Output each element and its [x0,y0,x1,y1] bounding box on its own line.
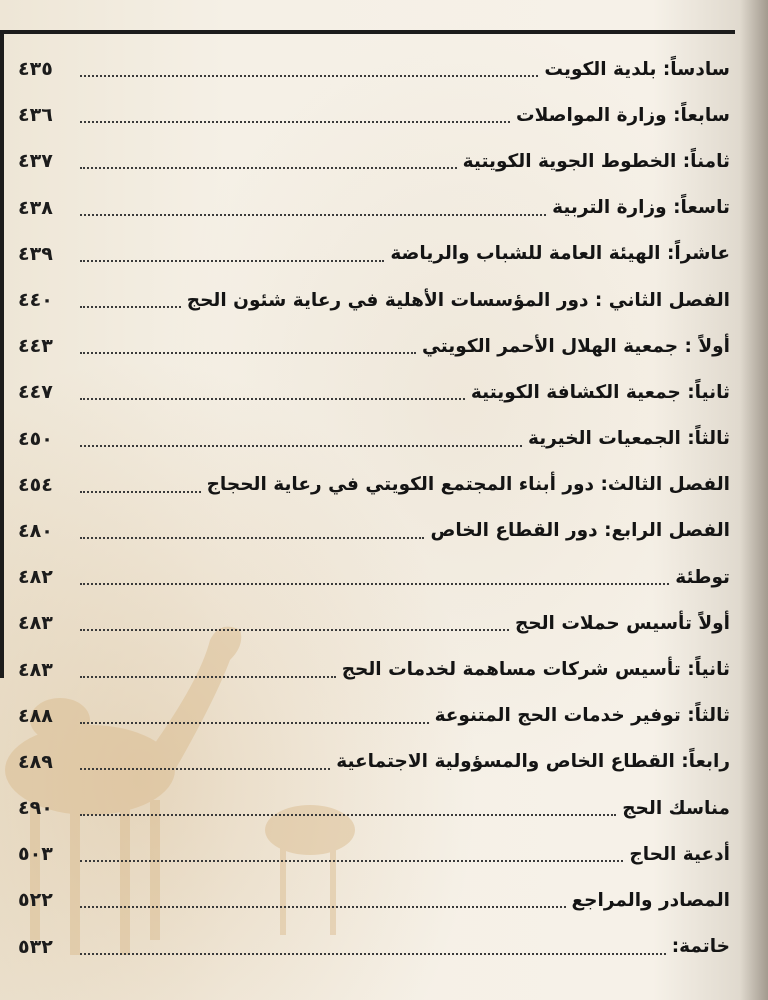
toc-entry [18,138,730,184]
toc-page-number: ٤٣٨ [18,196,53,219]
toc-page-number: ٤٤٣ [18,335,53,358]
toc-entry-title: عاشراً: الهيئة العامة للشباب والرياضة [390,243,730,265]
toc-entry [18,508,730,554]
toc-page-number: ٤٣٧ [18,150,53,173]
toc-entry [18,231,730,277]
dot-leader [80,167,457,169]
toc-entry-title: مناسك الحج [622,797,730,819]
toc-page-number: ٤٨٠ [18,519,53,542]
toc-entry [18,600,730,646]
toc-entry-title: أولاً تأسيس حملات الحج [514,612,730,634]
toc-entry [18,323,730,369]
toc-entry [18,185,730,231]
dot-leader [80,860,623,862]
toc-entry [18,877,730,923]
page-edge-shadow [740,0,768,1000]
toc-page-number: ٤٤٠ [18,289,53,312]
toc-entry [18,46,730,92]
toc-entry [18,831,730,877]
toc-page-number: ٤٨٩ [18,750,53,773]
toc-page-number: ٤٨٣ [18,658,53,681]
dot-leader [80,537,424,539]
dot-leader [80,214,546,216]
toc-entry [18,739,730,785]
toc-entry [18,92,730,138]
dot-leader [80,676,336,678]
toc-entry [18,646,730,692]
toc-entry-title: رابعاً: القطاع الخاص والمسؤولية الاجتماعية [336,751,730,773]
toc-page-number: ٤٥٠ [18,427,53,450]
toc-page-number: ٤٣٩ [18,242,53,265]
toc-page-number: ٤٨٨ [18,704,53,727]
dot-leader [80,491,201,493]
table-of-contents [18,46,730,970]
toc-entry-title: الفصل الثاني : دور المؤسسات الأهلية في رعاية شئون الحج [186,289,730,311]
dot-leader [80,445,522,447]
toc-entry-title: سادساً: بلدية الكويت [544,58,730,80]
dot-leader [80,260,384,262]
dot-leader [80,814,616,816]
toc-entry [18,416,730,462]
toc-page-number: ٥٠٣ [18,843,53,866]
toc-page-number: ٤٨٣ [18,612,53,635]
dot-leader [80,352,416,354]
dot-leader [80,398,465,400]
toc-page-number: ٥٢٢ [18,889,53,912]
toc-entry [18,924,730,970]
toc-entry-title: أولاً : جمعية الهلال الأحمر الكويتي [422,335,730,357]
toc-page-number: ٤٤٧ [18,381,53,404]
toc-entry [18,554,730,600]
left-border-rule [0,30,4,678]
dot-leader [80,583,669,585]
toc-entry [18,693,730,739]
dot-leader [80,768,330,770]
top-border-rule [0,30,735,34]
toc-entry-title: المصادر والمراجع [571,889,730,911]
dot-leader [80,121,510,123]
toc-entry-title: أدعية الحاج [629,843,730,865]
toc-entry [18,785,730,831]
dot-leader [80,953,666,955]
toc-page-number: ٤٨٢ [18,566,53,589]
toc-entry-title: سابعاً: وزارة المواصلات [516,104,730,126]
toc-entry-title: الفصل الثالث: دور أبناء المجتمع الكويتي في رعاية الحجاج [206,474,730,496]
toc-page-number: ٤٣٥ [18,58,53,81]
toc-entry [18,462,730,508]
toc-entry-title: خاتمة: [671,936,730,958]
dot-leader [80,306,181,308]
toc-entry-title: تاسعاً: وزارة التربية [552,197,730,219]
toc-page-number: ٤٣٦ [18,104,53,127]
dot-leader [80,722,429,724]
dot-leader [80,75,538,77]
toc-entry-title: ثالثاً: توفير خدمات الحج المتنوعة [434,705,730,727]
toc-entry-title: ثامناً: الخطوط الجوية الكويتية [462,150,730,172]
toc-page-number: ٤٩٠ [18,797,53,820]
toc-page-number: ٤٥٤ [18,473,53,496]
toc-entry-title: ثانياً: تأسيس شركات مساهمة لخدمات الحج [341,659,730,681]
toc-entry-title: ثالثاً: الجمعيات الخيرية [527,428,730,450]
toc-entry [18,369,730,415]
toc-entry [18,277,730,323]
toc-entry-title: الفصل الرابع: دور القطاع الخاص [430,520,730,542]
dot-leader [80,629,509,631]
toc-entry-title: توطئة [675,566,730,588]
toc-entry-title: ثانياً: جمعية الكشافة الكويتية [470,381,730,403]
dot-leader [80,906,566,908]
toc-page-number: ٥٣٢ [18,935,53,958]
